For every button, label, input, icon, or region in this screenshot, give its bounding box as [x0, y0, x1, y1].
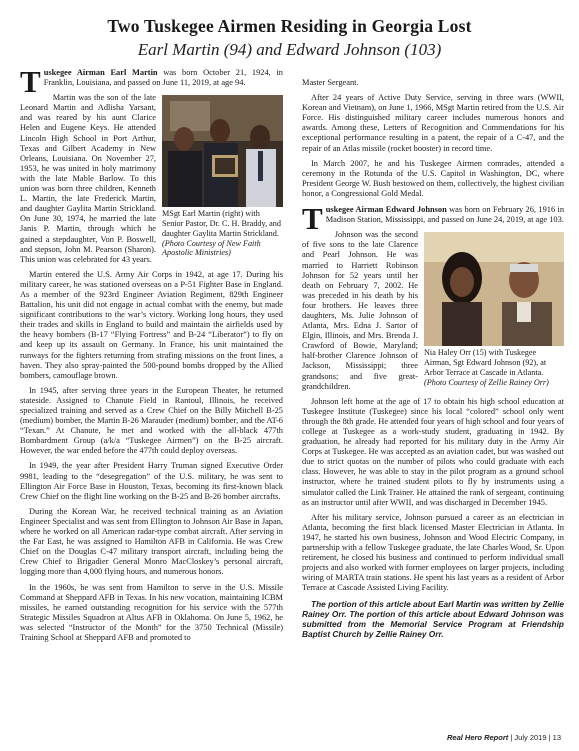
- martin-paragraph-5: During the Korean War, he received technical training as an Aviation Engineer Specialist and was sent from Ellington to Johnson Air Base in Japan, where he worked on all American radar-type combat aircraft. After serving in the Far East, he was assigned to Hamilton AFB in California. He was Crew Chief on the Douglas C-47 military transport aircraft, including being the Crew Chief to Brigadier General Monro MacCloskey’s personal aircraft, logging more than 4,000 flying hours, and numerous honors.: [20, 506, 283, 577]
- johnson-photo: [424, 232, 564, 346]
- johnson-photo-block: [424, 232, 564, 387]
- martin-paragraph-7: Master Sergeant.: [302, 78, 359, 87]
- martin-lead-paragraph: [20, 64, 283, 99]
- johnson-paragraph-2: Johnson left home at the age of 17 to obtain his high school education at Tuskegee Institute (Tuskegee) since his local “colored” school only went through the 8th grade. He attended four years of high school and four years of college at Tuskegee as a work-study student, graduating in 1942. By graduation, he already had reported for his military duty in the Army Air Corps at Tuskegee. He was accepted as an aviation cadet, but was washed out due to strict quotas on the number of pilots who could graduate with each class. However, he was able to stay in the pilot program as a ground school instructor, where he trained student pilots to fly by instruments using a simulator called the Link Trainer. He attained the rank of sergeant, continuing as an instructor until after WWII, and was discharged in December 1945.: [302, 396, 564, 507]
- johnson-lead-paragraph: [302, 201, 565, 237]
- martin-paragraph-1: Martin was the son of the late Leonard Martin and Adlisha Yarsant, and was reared by his aunt Clarice Helen and Eugene Keys. He attended Lincoln High School in Port Arthur, Texas and Gilbert Academy in New Orleans, Louisiana. On November 27, 1953, he was united in holy matrimony with the late Mable Barlow. To this union was born three children, Kenneth L. Martin, the late Frederick Martin, and daughter Gaylita Martin Strickland. On June 30, 1974, he married the late Janis P. Martin, through which he gained a stepdaughter, Von P. Boswell, and stepson, John M. Pearson (Sharon). This union was celebrated for 43 years.: [20, 93, 156, 264]
- johnson-paragraph-1: Johnson was the second of five sons to the late Clarence and Pearl Johnson. He was married to Harriett Robinson Johnson for 52 years until her death on February 7, 2002. He was preceded in his death by his four brothers. He leaves three daughters, Ms. Julie Johnson of Atlanta, Mrs. Edna J. Sartor of Elgin, Illinois, and Mrs. Brenda J. Crawford of Bowie, Maryland; half-brother Clarence Johnson of Jackson, Mississippi; three grandsons; and five great-grandchildren.: [302, 230, 418, 391]
- article-subtitle: Earl Martin (94) and Edward Johnson (103): [137, 40, 442, 59]
- martin-paragraph-2: Martin entered the U.S. Army Air Corps in 1942, at age 17. During his military career, he was stationed overseas on a P-51 Fighter Base in England. As a member of the 923rd Engineer Aviation Regiment, 829th Engineer Battalion, his unit did not engage in actual combat with the enemy, but made significant contributions to the war’s victory. Working long hours, they used their trades and skills in England to build and maintain the airfields used by the heavy bombers (B-17 “Flying Fortress” and B-24 “Liberator”) to fly on and keep up its assault on Germany. In France, his unit maintained the runways for the fighters returning from strafing missions on the front lines, a haven. They also spray-painted the 500-pound bombs dropped by the Allied bombers, camouflage brown.: [20, 269, 283, 380]
- martin-lead-name: uskegee Airman Earl Martin: [43, 68, 158, 77]
- martin-paragraph-8: After 24 years of Active Duty Service, serving in three wars (WWII, Korean and Vietnam), on June 1, 1966, MSgt Martin retired from the U.S. Air Force. His distinguished military career includes numerous honors and awards. Among these, Letters of Recognition and Commendations for his exceptional performance resulting in a patent, the repair of a C-47, and the repair of an Atlas missile (rocket booster) in record time.: [302, 93, 564, 153]
- article-title: Two Tuskegee Airmen Residing in Georgia Lost: [107, 16, 472, 36]
- johnson-caption-text: Nia Haley Orr (15) with Tuskegee Airman, Sgt Edward Johnson (92), at Arbor Terrace at Cascade in Atlanta.: [424, 348, 547, 377]
- johnson-lead-text: was born on February 26, 1916 in Madison Station, Mississippi, and passed on June 24, 2019, at age 103.: [325, 205, 565, 225]
- martin-dropcap: T: [20, 64, 41, 99]
- martin-lead-text: was born October 21, 1924, in Franklin, Louisiana, and passed on June 11, 2019, at age 94.: [43, 68, 283, 88]
- footer-separator-2: |: [548, 733, 553, 742]
- right-column: [302, 78, 564, 645]
- martin-photo: [162, 95, 283, 207]
- martin-paragraph-6: In the 1960s, he was sent from Hamilton to serve in the U.S. Missile Command at Sheppard AFB in Texas. In his new vocation, maintaining ICBM missiles, he earned outstanding recognition for his service with the 577th Strategic Missiles Squadron at Altus AFB in Oklahoma. On June 5, 1962, he was selected “Instructor of the Month” for the 3750 Technical (Missile) Training School at Sheppard AFB and promoted to: [20, 582, 283, 642]
- martin-paragraph-9: In March 2007, he and his Tuskegee Airmen comrades, attended a ceremony in the Rotunda of the U.S. Capitol in Washington, DC, where President George W. Bush bestowed on them, collectively, the highest civilian honor, a Congressional Gold Medal.: [302, 158, 564, 198]
- johnson-caption-credit: (Photo Courtesy of Zellie Rainey Orr): [424, 377, 549, 387]
- footer-publication: Real Hero Report: [447, 733, 509, 742]
- footer-separator: |: [510, 733, 515, 742]
- footer-issue: July 2019: [514, 733, 547, 742]
- johnson-lead-name: uskegee Airman Edward Johnson: [325, 205, 447, 215]
- martin-caption-text: MSgt Earl Martin (right) with Senior Pastor, Dr. C. H. Braddy, and daughter Gaylita Martin Strickland.: [162, 209, 281, 238]
- johnson-paragraph-3: After his military service, Johnson pursued a career as an electrician in Atlanta, becoming the first black licensed Master Electrician in Atlanta. In 1947, he started his own business, Johnson and Wood Electric Company, in partnership with a fellow Tuskegee graduate, the late Charles Wood, Sr. Upon retirement, he closed his business and continued to perform individual small projects and also worked with former employees on larger projects, including wiring of MARTA train stations. He spent his last years as a resident of Arbor Terrace at Cascade Assisted Living Facility.: [302, 512, 564, 593]
- martin-photo-block: [162, 95, 283, 258]
- attribution-note: The portion of this article about Earl Martin was written by Zellie Rainey Orr. The portion of this article about Edward Johnson was submitted from the Memorial Service Program at Friendship Baptist Church by Zellie Rainey Orr.: [302, 598, 564, 640]
- left-column: [20, 64, 283, 648]
- johnson-dropcap: T: [302, 201, 323, 237]
- martin-paragraph-4: In 1949, the year after President Harry Truman signed Executive Order 9981, leading to the “desegregation” of the U.S. military, he was sent to Ellington Air Force Base in Houston, Texas, becoming its first-known black Crew Chief on the flight line working on the B-25 and B-26 bomber aircrafts.: [20, 461, 283, 501]
- footer-page-number: 13: [552, 733, 561, 742]
- johnson-photo-caption: [424, 348, 564, 387]
- martin-paragraph-3: In 1945, after serving three years in the European Theater, he returned stateside. Assigned to Chanute Field in Rantoul, Illinois, he received specialized training and served as a Crew Chief on the Billy Mitchell B-25 (medium) bomber, the Martin B-26 Marauder (medium) bomber, and the AT-6 “Texan.” At Chanute, he met and worked with the all-black 477th Bombardment Group (a/k/a “Tuskegee Airmen”) on the B-25 aircraft. However, the war ended before the 477th could deploy overseas.: [20, 385, 283, 456]
- martin-caption-credit: (Photo Courtesy of New Faith Apostolic Ministries): [162, 238, 261, 258]
- martin-photo-caption: [162, 209, 283, 258]
- page-footer: [447, 733, 561, 742]
